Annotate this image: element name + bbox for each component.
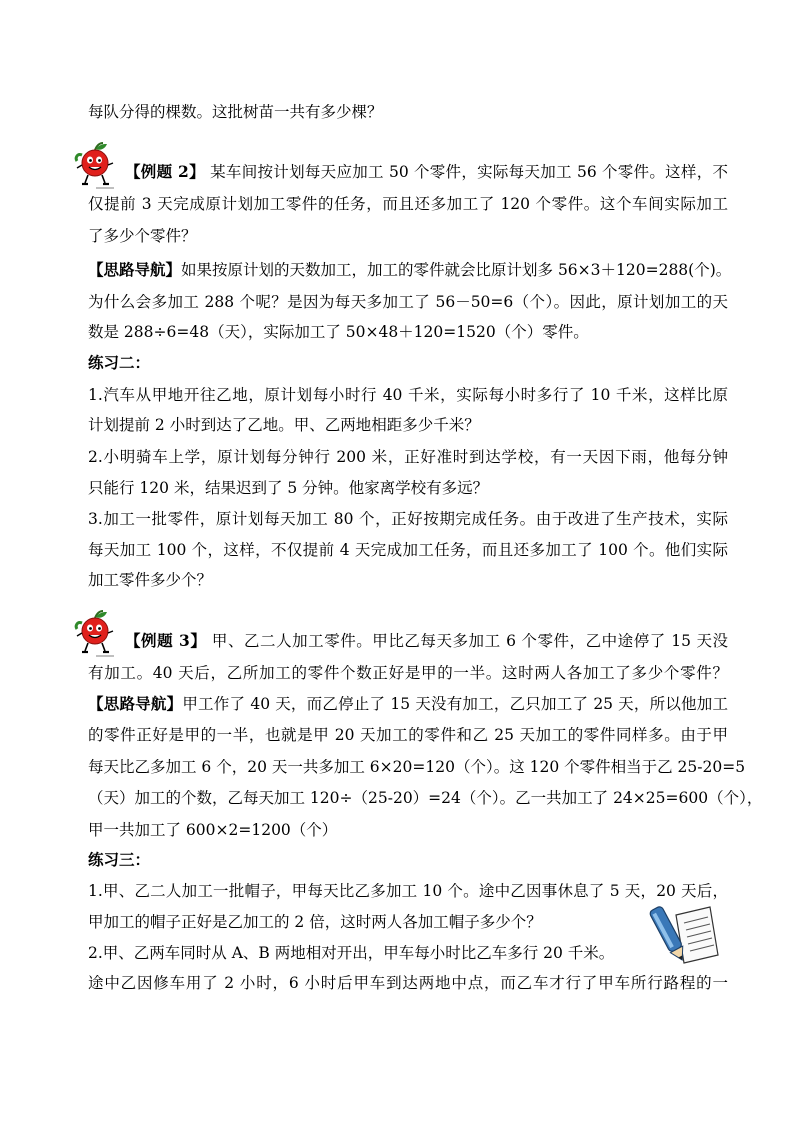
example-label: 【例题 2】 [125, 162, 205, 181]
hint-label: 【思路导航】 [88, 260, 182, 279]
text-line: 每队分得的棵数。这批树苗一共有多少棵？ [88, 103, 383, 121]
text-line: 的零件正好是甲的一半，也就是甲 20 天加工的零件和乙 25 天加工的零件同样多。由于甲 [88, 726, 728, 744]
apple-mascot-icon [74, 141, 116, 189]
text-line: 加工零件多少个？ [88, 571, 213, 589]
apple-mascot-icon [74, 609, 116, 657]
text-line: 了多少个零件？ [88, 227, 197, 245]
text-line: 【思路导航】甲工作了 40 天，而乙停止了 15 天没有加工，乙只加工了 25 天，所以他加工 [88, 694, 728, 713]
text-line: 3.加工一批零件，原计划每天加工 80 个，正好按期完成任务。由于改进了生产技术，实际 [88, 510, 728, 528]
section-heading: 练习三： [88, 850, 151, 869]
text-line: 1.甲、乙二人加工一批帽子，甲每天比乙多加工 10 个。途中乙因事休息了 5 天，20 天后， [88, 882, 728, 900]
text-line: 【例题 3】 甲、乙二人加工零件。甲比乙每天多加工 6 个零件，乙中途停了 15 天没 [125, 631, 728, 650]
text-line: 计划提前 2 小时到达了乙地。甲、乙两地相距多少千米？ [88, 416, 480, 434]
text-line: 2.甲、乙两车同时从 A、B 两地相对开出，甲车每小时比乙车多行 20 千米。 [88, 944, 615, 962]
section-heading: 练习二： [88, 353, 151, 372]
text-line: 【例题 2】 某车间按计划每天应加工 50 个零件，实际每天加工 56 个零件。这样，不 [125, 162, 728, 181]
text-line: 甲加工的帽子正好是乙加工的 2 倍，这时两人各加工帽子多少个？ [88, 913, 542, 931]
example-label: 【例题 3】 [125, 631, 207, 650]
text-line: 仅提前 3 天完成原计划加工零件的任务，而且还多加工了 120 个零件。这个车间实际加工 [88, 195, 728, 213]
text-line: 2.小明骑车上学，原计划每分钟行 200 米，正好准时到达学校，有一天因下雨，他每分钟 [88, 448, 728, 466]
text-line: 只能行 120 米，结果迟到了 5 分钟。他家离学校有多远？ [88, 479, 489, 497]
text-line: 每天加工 100 个，这样，不仅提前 4 天完成加工任务，而且还多加工了 100 个。他们实际 [88, 541, 728, 559]
text-line: 为什么会多加工 288 个呢？是因为每天多加工了 56－50=6（个）。因此，原计划加工的天 [88, 293, 728, 311]
text-line: 每天比乙多加工 6 个，20 天一共多加工 6×20=120（个）。这 120 个零件相当于乙 25-20=5 [88, 758, 746, 776]
pen-and-paper-icon [648, 903, 720, 967]
text-line: 甲一共加工了 600×2=1200（个） [88, 821, 338, 839]
text-line: 途中乙因修车用了 2 小时，6 小时后甲车到达两地中点，而乙车才行了甲车所行路程的一 [88, 974, 728, 992]
text-line: 有加工。40 天后，乙所加工的零件个数正好是甲的一半。这时两人各加工了多少个零件？ [88, 664, 728, 682]
text-line: 【思路导航】如果按原计划的天数加工，加工的零件就会比原计划多 56×3＋120=288(个)。 [88, 260, 732, 279]
text-line: 1.汽车从甲地开往乙地，原计划每小时行 40 千米，实际每小时多行了 10 千米，这样比原 [88, 386, 728, 404]
text-line: 数是 288÷6=48（天），实际加工了 50×48＋120=1520（个）零件。 [88, 323, 589, 341]
hint-label: 【思路导航】 [88, 694, 183, 713]
text-line: （天）加工的个数，乙每天加工 120÷（25-20）=24（个）。乙一共加工了 24×25=600（个）， [88, 789, 763, 807]
